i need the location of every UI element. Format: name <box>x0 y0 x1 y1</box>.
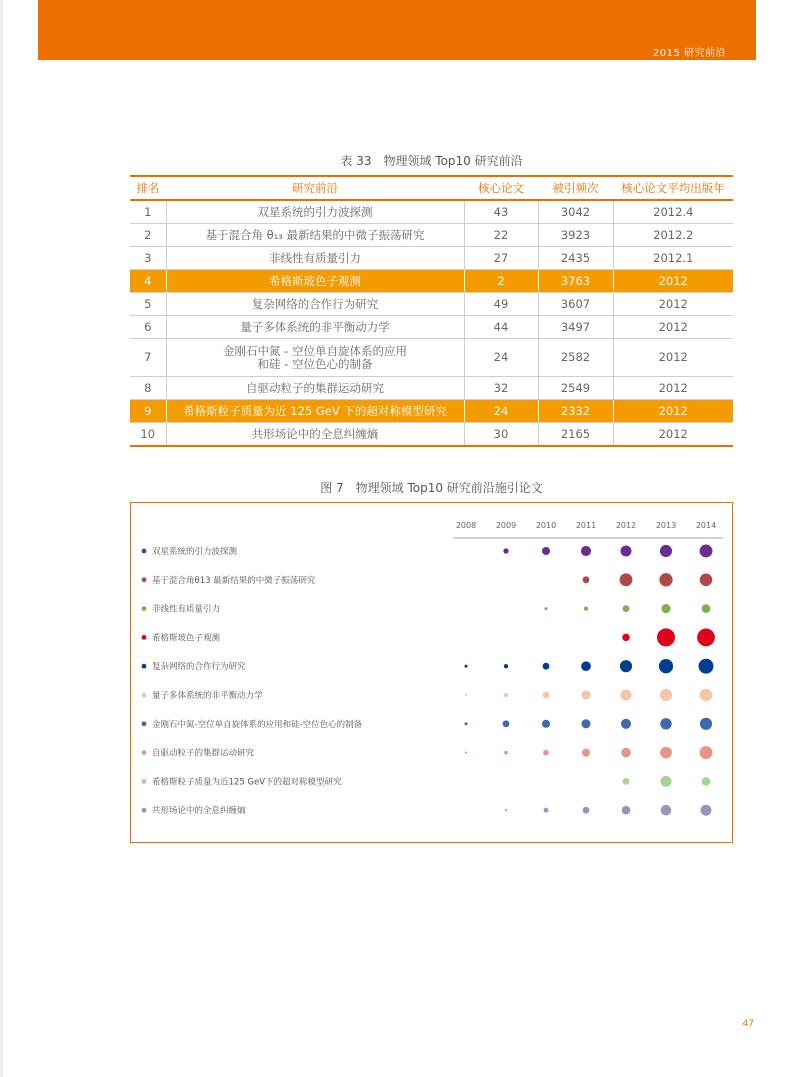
rank-cell <box>130 224 166 247</box>
cites-cell-text: 2549 <box>560 380 591 395</box>
front-cell <box>166 316 464 339</box>
table-row <box>130 423 733 447</box>
year-tick-label: 2009 <box>495 521 517 530</box>
bubble-point <box>660 545 672 557</box>
core-cell <box>464 247 538 270</box>
bubble-point <box>581 719 590 728</box>
series-label: 自驱动粒子的集群运动研究 <box>152 748 255 759</box>
legend-marker <box>142 549 147 554</box>
core-cell-text: 22 <box>493 227 509 242</box>
bubble-point <box>505 809 507 811</box>
table-row <box>130 247 733 270</box>
rank-cell-text: 6 <box>144 319 152 334</box>
front-cell-text: 自驱动粒子的集群运动研究 <box>246 380 384 395</box>
year-tick-label: 2012 <box>615 521 637 530</box>
front-cell-text-line2: 和硅 - 空位色心的制备 <box>257 356 373 371</box>
front-cell-text: 双星系统的引力波探测 <box>257 204 373 219</box>
core-cell <box>464 377 538 400</box>
cites-cell <box>538 293 613 316</box>
bubble-point <box>661 776 672 787</box>
cites-cell <box>538 339 613 377</box>
bubble-point <box>465 752 467 754</box>
front-cell-text: 共形场论中的全息纠缠熵 <box>251 426 379 441</box>
table-row <box>130 377 733 400</box>
bubble-chart-svg <box>131 503 732 842</box>
core-cell-text: 30 <box>493 426 509 441</box>
bubble-point <box>542 547 550 555</box>
front-cell-text: 希格斯玻色子观测 <box>269 273 361 288</box>
cites-cell <box>538 270 613 293</box>
year-tick-label: 2011 <box>575 521 597 530</box>
front-cell <box>166 423 464 447</box>
bubble-point <box>623 605 630 612</box>
core-cell <box>464 316 538 339</box>
cites-cell-text: 3923 <box>560 227 591 242</box>
col-core-papers: 核心论文 <box>464 176 538 200</box>
figure-caption: 图 7 物理领域 Top10 研究前沿施引论文 <box>320 481 543 495</box>
bubble-point <box>660 718 671 729</box>
bubble-point <box>697 629 715 647</box>
series-label: 希格斯玻色子观测 <box>152 633 221 644</box>
series-label: 希格斯粒子质量为近125 GeV下的超对称模型研究 <box>152 777 342 788</box>
front-cell <box>166 400 464 423</box>
bubble-point <box>621 546 632 557</box>
year-cell-text: 2012 <box>658 296 688 311</box>
bubble-point <box>583 807 590 814</box>
series-label: 金刚石中氮-空位单自旋体系的应用和硅-空位色心的制备 <box>152 719 363 730</box>
legend-marker <box>142 577 147 582</box>
year-cell-text: 2012.2 <box>653 227 694 242</box>
rank-cell <box>130 339 166 377</box>
core-cell-text: 32 <box>493 380 509 395</box>
legend-marker <box>142 693 147 698</box>
bubble-point <box>584 606 588 610</box>
page-number: 47 <box>742 1019 754 1029</box>
bubble-point <box>621 748 631 758</box>
year-tick-label: 2008 <box>455 521 477 530</box>
year-cell-text: 2012 <box>658 350 688 364</box>
core-cell <box>464 270 538 293</box>
table-row <box>130 224 733 247</box>
bubble-point <box>660 689 672 701</box>
bubble-point <box>465 694 467 696</box>
cites-cell-text: 2582 <box>560 350 591 364</box>
bubble-point <box>582 749 590 757</box>
bubble-point <box>503 720 510 727</box>
front-cell-text: 金刚石中氮 - 空位单自旋体系的应用 <box>223 343 407 358</box>
year-tick-label: 2014 <box>695 521 717 530</box>
year-cell-text: 2012 <box>658 380 688 395</box>
front-cell-text: 基于混合角 θ₁₃ 最新结果的中微子振荡研究 <box>205 227 425 242</box>
research-fronts-table <box>130 175 733 447</box>
bubble-point <box>543 750 549 756</box>
year-cell <box>613 423 733 447</box>
bubble-point <box>504 751 508 755</box>
core-cell-text: 43 <box>493 204 509 219</box>
table-row <box>130 270 733 293</box>
table-caption: 表 33 物理领域 Top10 研究前沿 <box>340 154 523 168</box>
front-cell <box>166 247 464 270</box>
core-cell <box>464 400 538 423</box>
year-cell <box>613 400 733 423</box>
bubble-point <box>622 634 629 641</box>
bubble-point <box>702 777 711 786</box>
bubble-point <box>660 747 672 759</box>
bubble-point <box>700 689 713 702</box>
front-cell <box>166 293 464 316</box>
bubble-point <box>621 719 631 729</box>
cites-cell <box>538 200 613 224</box>
year-cell <box>613 200 733 224</box>
page-edge <box>0 0 3 1077</box>
series-label: 非线性有质量引力 <box>152 604 221 615</box>
bubble-point <box>622 806 631 815</box>
core-cell <box>464 293 538 316</box>
year-cell <box>613 270 733 293</box>
front-cell <box>166 224 464 247</box>
bubble-point <box>542 720 550 728</box>
year-cell-text: 2012 <box>658 273 688 288</box>
rank-cell <box>130 293 166 316</box>
header-band <box>38 0 756 60</box>
cites-cell <box>538 316 613 339</box>
bubble-point <box>581 661 591 671</box>
legend-marker <box>142 750 147 755</box>
legend-marker <box>142 721 147 726</box>
rank-cell <box>130 247 166 270</box>
series-label: 双星系统的引力波探测 <box>152 547 238 557</box>
rank-cell-text: 5 <box>144 296 152 311</box>
rank-cell-text: 3 <box>144 250 152 265</box>
cites-cell <box>538 224 613 247</box>
year-tick-label: 2010 <box>535 521 557 530</box>
bubble-point <box>702 604 711 613</box>
core-cell <box>464 339 538 377</box>
bubble-point <box>543 663 550 670</box>
year-cell-text: 2012.1 <box>653 250 694 265</box>
bubble-point <box>700 718 712 730</box>
header-label: 2015 研究前沿 <box>652 48 726 59</box>
year-cell-text: 2012.4 <box>653 204 694 219</box>
rank-cell-text: 9 <box>144 403 152 418</box>
cites-cell-text: 3497 <box>560 319 591 334</box>
col-front: 研究前沿 <box>166 176 464 200</box>
cites-cell <box>538 423 613 447</box>
bubble-point <box>503 548 508 553</box>
series-label: 量子多体系统的非平衡动力学 <box>152 691 263 701</box>
core-cell-text: 27 <box>493 250 509 265</box>
core-cell-text: 49 <box>493 296 509 311</box>
series-label: 复杂网络的合作行为研究 <box>152 662 246 673</box>
rank-cell <box>130 423 166 447</box>
front-cell-text: 希格斯粒子质量为近 125 GeV 下的超对称模型研究 <box>183 403 447 418</box>
bubble-point <box>659 573 672 586</box>
table-row <box>130 200 733 224</box>
year-cell <box>613 377 733 400</box>
legend-marker <box>142 635 147 640</box>
cites-cell-text: 3763 <box>560 273 591 288</box>
core-cell <box>464 423 538 447</box>
cites-cell-text: 3042 <box>560 204 591 219</box>
legend-marker <box>142 606 147 611</box>
bubble-point <box>504 664 508 668</box>
col-rank: 排名 <box>130 176 166 200</box>
cites-cell-text: 2435 <box>560 250 591 265</box>
rank-cell-text: 8 <box>144 380 152 395</box>
bubble-point <box>699 659 714 674</box>
bubble-point <box>504 693 508 697</box>
bubble-point <box>661 805 672 816</box>
rank-cell <box>130 270 166 293</box>
legend-marker <box>142 779 147 784</box>
rank-cell <box>130 316 166 339</box>
bubble-point <box>661 604 670 613</box>
rank-cell-text: 7 <box>144 350 152 364</box>
rank-cell <box>130 377 166 400</box>
col-mean-year: 核心论文平均出版年 <box>613 176 733 200</box>
front-cell <box>166 200 464 224</box>
bubble-point <box>701 805 712 816</box>
bubble-point <box>581 546 591 556</box>
front-cell-text: 非线性有质量引力 <box>269 250 361 265</box>
series-label: 共形场论中的全息纠缠熵 <box>152 806 246 817</box>
rank-cell-text: 10 <box>140 426 156 441</box>
bubble-point <box>543 692 550 699</box>
bubble-point <box>657 628 675 646</box>
rank-cell <box>130 200 166 224</box>
cites-cell <box>538 377 613 400</box>
bubble-chart <box>130 502 733 843</box>
front-cell <box>166 270 464 293</box>
year-tick-label: 2013 <box>655 521 677 530</box>
bubble-point <box>464 665 467 668</box>
table-row <box>130 316 733 339</box>
year-cell <box>613 293 733 316</box>
legend-marker <box>142 808 147 813</box>
bubble-point <box>700 574 713 587</box>
bubble-point <box>623 778 630 785</box>
bubble-point <box>700 746 713 759</box>
rank-cell-text: 4 <box>144 273 152 288</box>
bubble-point <box>620 660 632 672</box>
front-cell-text: 量子多体系统的非平衡动力学 <box>240 319 390 334</box>
core-cell <box>464 224 538 247</box>
year-cell <box>613 247 733 270</box>
bubble-point <box>620 573 633 586</box>
front-cell-text: 复杂网络的合作行为研究 <box>251 296 379 311</box>
year-cell-text: 2012 <box>658 403 688 418</box>
table-header-row <box>130 176 733 200</box>
bubble-point <box>700 545 713 558</box>
core-cell-text: 44 <box>493 319 509 334</box>
cites-cell-text: 3607 <box>560 296 591 311</box>
table-row <box>130 293 733 316</box>
bubble-point <box>464 722 467 725</box>
col-citations: 被引频次 <box>538 176 613 200</box>
rank-cell-text: 2 <box>144 227 152 242</box>
front-cell <box>166 339 464 377</box>
bubble-point <box>659 659 673 673</box>
bubble-point <box>581 690 590 699</box>
series-label: 基于混合角θ13 最新结果的中微子振荡研究 <box>152 575 316 586</box>
bubble-point <box>544 808 549 813</box>
year-cell <box>613 224 733 247</box>
rank-cell-text: 1 <box>144 204 152 219</box>
cites-cell-text: 2332 <box>560 403 591 418</box>
cites-cell <box>538 247 613 270</box>
cites-cell <box>538 400 613 423</box>
core-cell <box>464 200 538 224</box>
bubble-point <box>583 576 590 583</box>
front-cell <box>166 377 464 400</box>
year-cell-text: 2012 <box>658 426 688 441</box>
cites-cell-text: 2165 <box>560 426 591 441</box>
bubble-point <box>544 607 547 610</box>
table-row <box>130 339 733 377</box>
year-cell <box>613 316 733 339</box>
table-row <box>130 400 733 423</box>
rank-cell <box>130 400 166 423</box>
year-cell-text: 2012 <box>658 319 688 334</box>
core-cell-text: 24 <box>493 350 509 364</box>
legend-marker <box>142 664 147 669</box>
core-cell-text: 24 <box>493 403 509 418</box>
year-cell <box>613 339 733 377</box>
bubble-point <box>621 690 632 701</box>
core-cell-text: 2 <box>497 273 505 288</box>
